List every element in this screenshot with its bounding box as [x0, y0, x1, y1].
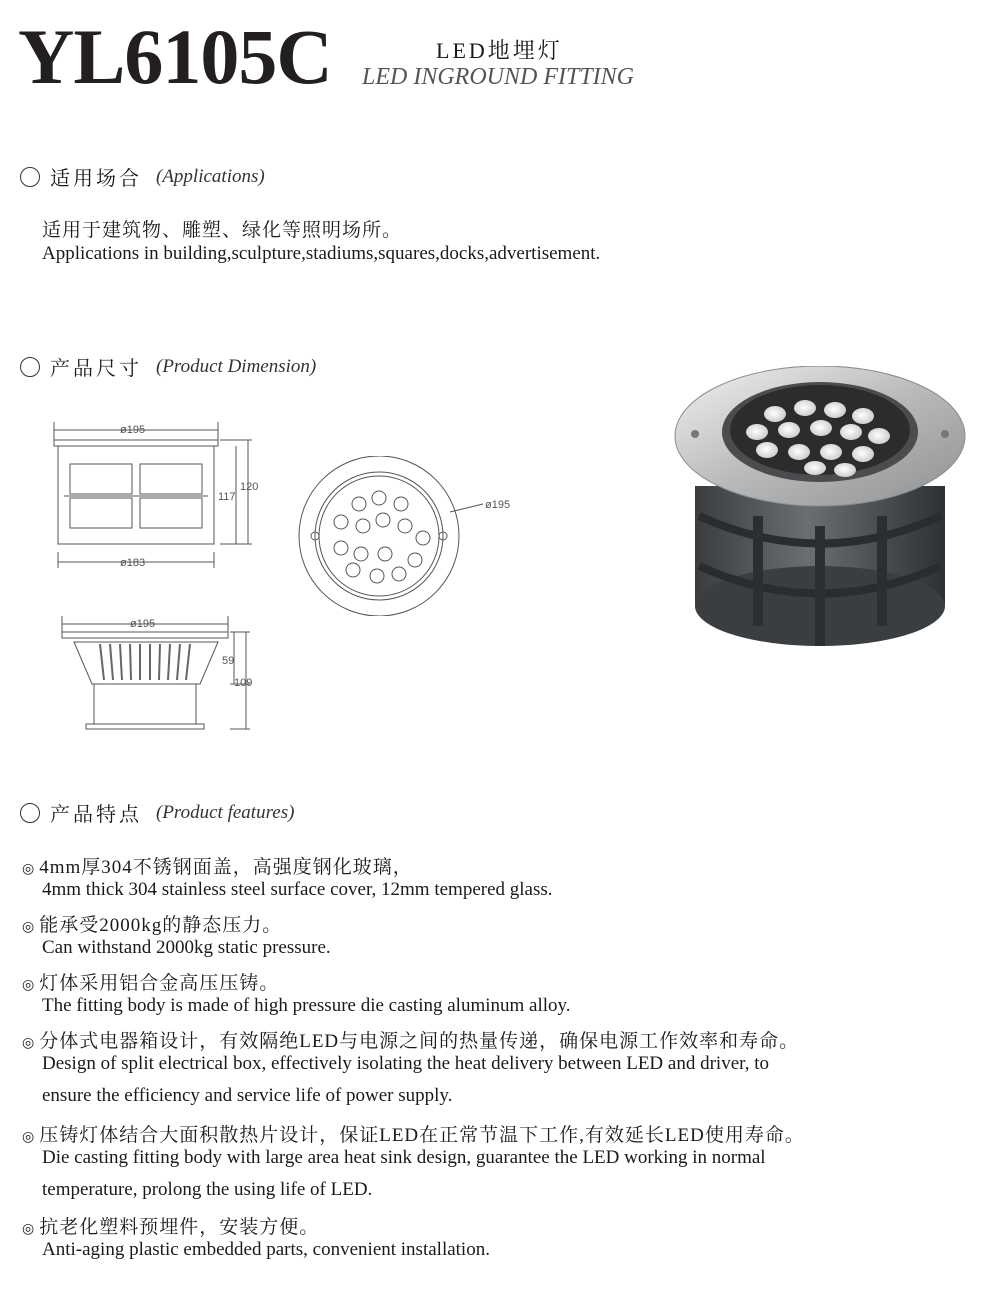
- model-number: YL6105C: [18, 13, 332, 100]
- applications-heading: [20, 162, 265, 191]
- feature-en: ensure the efficiency and service life of power supply.: [42, 1085, 453, 1106]
- circle-bullet-icon: [20, 167, 40, 187]
- dim-height-outer: 120: [240, 481, 259, 493]
- feature-item: [22, 910, 922, 959]
- feature-cn: 压铸灯体结合大面积散热片设计，保证LED在正常节温下工作,有效延长LED使用寿命。: [39, 1125, 805, 1146]
- applications-text-cn: 适用于建筑物、雕塑、绿化等照明场所。: [42, 220, 403, 241]
- dimension-heading: [20, 352, 316, 381]
- feature-item: [22, 1212, 922, 1261]
- applications-heading-cn: 适用场合: [50, 168, 142, 190]
- feature-cn: 能承受2000kg的静态压力。: [39, 915, 283, 936]
- circle-bullet-icon: [20, 803, 40, 823]
- feature-cn: 分体式电器箱设计，有效隔绝LED与电源之间的热量传递，确保电源工作效率和寿命。: [39, 1031, 800, 1052]
- feature-item: [22, 852, 922, 901]
- product-photo: [665, 366, 975, 662]
- dim-box-height-outer: 109: [234, 677, 253, 689]
- product-title-cn: LED地埋灯: [436, 38, 563, 63]
- dim-height-inner: 117: [218, 491, 236, 503]
- bullet-icon: ◎: [22, 977, 36, 993]
- bullet-icon: ◎: [22, 861, 36, 877]
- bullet-icon: ◎: [22, 1035, 36, 1051]
- bullet-icon: ◎: [22, 919, 36, 935]
- feature-en: Can withstand 2000kg static pressure.: [42, 937, 331, 958]
- dim-box-dia: ø195: [130, 618, 156, 630]
- feature-en: 4mm thick 304 stainless steel surface cover, 12mm tempered glass.: [42, 879, 553, 900]
- feature-en: Die casting fitting body with large area heat sink design, guarantee the LED working in normal: [42, 1147, 766, 1168]
- features-heading: [20, 798, 294, 827]
- feature-cn: 灯体采用铝合金高压压铸。: [39, 973, 280, 994]
- dim-top-view-dia: ø195: [485, 499, 511, 511]
- features-heading-en: (Product features): [156, 801, 295, 823]
- feature-item: [22, 1026, 922, 1107]
- feature-cn: 4mm厚304不锈钢面盖，高强度钢化玻璃，: [39, 857, 413, 878]
- features-heading-cn: 产品特点: [50, 804, 142, 826]
- feature-en: temperature, prolong the using life of LED.: [42, 1179, 373, 1200]
- box-view-drawing: [50, 612, 280, 732]
- dim-bottom-dia: ø183: [120, 557, 146, 569]
- dimension-heading-cn: 产品尺寸: [50, 358, 142, 380]
- product-title-en: LED INGROUND FITTING: [362, 64, 635, 90]
- feature-en: The fitting body is made of high pressure die casting aluminum alloy.: [42, 995, 571, 1016]
- bullet-icon: ◎: [22, 1129, 36, 1145]
- dim-box-height-inner: 59: [222, 655, 235, 667]
- applications-text-en: Applications in building,sculpture,stadiums,squares,docks,advertisement.: [42, 243, 601, 264]
- bullet-icon: ◎: [22, 1221, 36, 1237]
- feature-item: [22, 1120, 922, 1201]
- feature-en: Anti-aging plastic embedded parts, convenient installation.: [42, 1239, 490, 1260]
- dimension-heading-en: (Product Dimension): [156, 355, 317, 377]
- circle-bullet-icon: [20, 357, 40, 377]
- feature-en: Design of split electrical box, effectively isolating the heat delivery between LED and driver, to: [42, 1053, 769, 1074]
- side-view-drawing: [40, 412, 270, 577]
- top-view-drawing: [295, 456, 540, 616]
- feature-cn: 抗老化塑料预埋件，安装方便。: [39, 1217, 320, 1238]
- feature-item: [22, 968, 922, 1017]
- applications-heading-en: (Applications): [156, 165, 265, 187]
- dim-top-dia: ø195: [120, 424, 146, 436]
